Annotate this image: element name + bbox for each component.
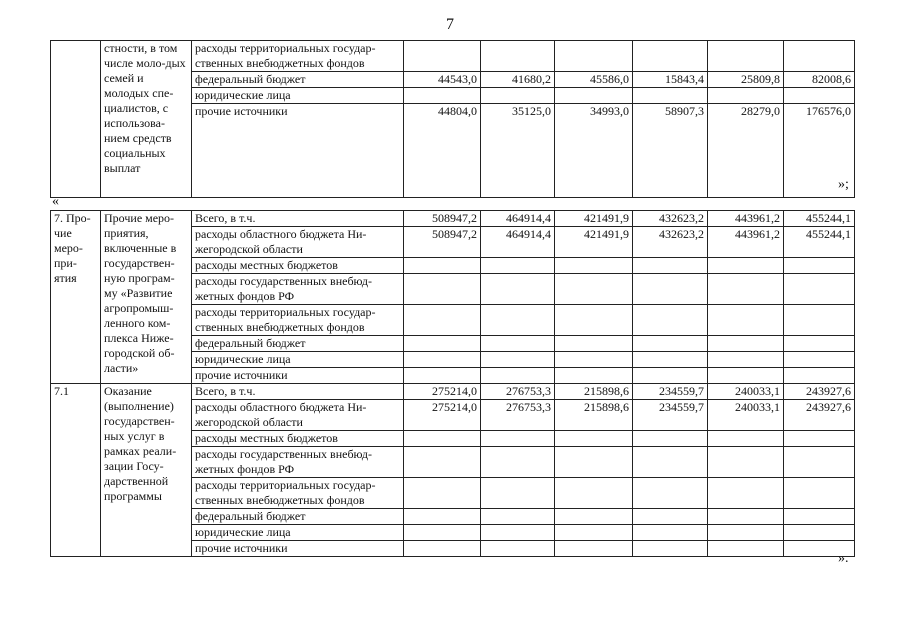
source-label-cell: расходы местных бюджетов (192, 258, 404, 274)
value-cell (481, 368, 555, 384)
source-label-cell: Всего, в т.ч. (192, 384, 404, 400)
value-cell: 421491,9 (555, 211, 633, 227)
value-cell (784, 305, 855, 336)
value-cell (555, 352, 633, 368)
value-cell (555, 478, 633, 509)
value-cell (555, 447, 633, 478)
source-label-cell: расходы областного бюджета Ни-жегородской области (192, 400, 404, 431)
value-cell (404, 274, 481, 305)
value-cell (633, 258, 708, 274)
value-cell (481, 352, 555, 368)
source-label-cell: прочие источники (192, 541, 404, 557)
source-label-cell: расходы государственных внебюд-жетных фондов РФ (192, 447, 404, 478)
value-cell (555, 258, 633, 274)
value-cell (404, 352, 481, 368)
value-cell: 276753,3 (481, 384, 555, 400)
measure-code-cell: 7.1 (51, 384, 101, 557)
measure-name-cell: Прочие меро-приятия, включенные в государствен-ную програм-му «Развитие агропромыш-ленного ком-плекса Ниже-городской об-ласти» (101, 211, 192, 384)
value-cell (784, 478, 855, 509)
value-cell (555, 88, 633, 104)
value-cell: 234559,7 (633, 384, 708, 400)
value-cell (404, 447, 481, 478)
value-cell (481, 41, 555, 72)
value-cell: 443961,2 (708, 227, 784, 258)
value-cell (784, 368, 855, 384)
value-cell (708, 509, 784, 525)
value-cell: 35125,0 (481, 104, 555, 198)
value-cell (784, 88, 855, 104)
value-cell (708, 41, 784, 72)
value-cell (404, 509, 481, 525)
value-cell (481, 336, 555, 352)
value-cell: 455244,1 (784, 227, 855, 258)
value-cell (404, 541, 481, 557)
value-cell (784, 431, 855, 447)
source-label-cell: федеральный бюджет (192, 72, 404, 88)
value-cell: 464914,4 (481, 227, 555, 258)
value-cell: 455244,1 (784, 211, 855, 227)
value-cell (708, 336, 784, 352)
source-label-cell: расходы областного бюджета Ни-жегородской области (192, 227, 404, 258)
value-cell: 275214,0 (404, 384, 481, 400)
value-cell (481, 305, 555, 336)
value-cell: 58907,3 (633, 104, 708, 198)
value-cell (708, 525, 784, 541)
opening-quote: « (52, 194, 59, 209)
value-cell: 443961,2 (708, 211, 784, 227)
value-cell (481, 431, 555, 447)
value-cell (404, 525, 481, 541)
value-cell (555, 41, 633, 72)
closing-quote-final: ». (838, 551, 849, 566)
source-label-cell: расходы государственных внебюд-жетных фондов РФ (192, 274, 404, 305)
source-label-cell: расходы территориальных государ-ственных внебюджетных фондов (192, 478, 404, 509)
source-label-cell: юридические лица (192, 525, 404, 541)
funding-table-other-measures (50, 210, 855, 557)
source-label-cell: расходы территориальных государ-ственных внебюджетных фондов (192, 305, 404, 336)
value-cell (784, 336, 855, 352)
value-cell (633, 478, 708, 509)
code-cell (51, 41, 101, 198)
page-number: 7 (446, 16, 454, 33)
value-cell: 276753,3 (481, 400, 555, 431)
value-cell (633, 274, 708, 305)
value-cell (708, 274, 784, 305)
value-cell: 215898,6 (555, 400, 633, 431)
value-cell (784, 447, 855, 478)
value-cell: 15843,4 (633, 72, 708, 88)
value-cell (404, 88, 481, 104)
source-label-cell: федеральный бюджет (192, 509, 404, 525)
value-cell: 432623,2 (633, 211, 708, 227)
value-cell: 508947,2 (404, 211, 481, 227)
funding-table-continued (50, 40, 855, 198)
measure-name-cell: Оказание (выполнение) государствен-ных услуг в рамках реали-зации Госу-дарственной программы (101, 384, 192, 557)
value-cell (481, 541, 555, 557)
value-cell (633, 525, 708, 541)
value-cell (481, 88, 555, 104)
value-cell (633, 352, 708, 368)
value-cell (708, 478, 784, 509)
source-label-cell: расходы территориальных государ-ственных внебюджетных фондов (192, 41, 404, 72)
source-label-cell: Всего, в т.ч. (192, 211, 404, 227)
value-cell: 243927,6 (784, 384, 855, 400)
value-cell: 44543,0 (404, 72, 481, 88)
value-cell: 215898,6 (555, 384, 633, 400)
source-label-cell: федеральный бюджет (192, 336, 404, 352)
value-cell: 28279,0 (708, 104, 784, 198)
value-cell (555, 305, 633, 336)
value-cell: 421491,9 (555, 227, 633, 258)
value-cell (708, 447, 784, 478)
value-cell: 234559,7 (633, 400, 708, 431)
value-cell: 240033,1 (708, 400, 784, 431)
value-cell: 25809,8 (708, 72, 784, 88)
value-cell (404, 41, 481, 72)
value-cell (404, 258, 481, 274)
value-cell: 240033,1 (708, 384, 784, 400)
value-cell (481, 447, 555, 478)
value-cell (784, 274, 855, 305)
value-cell (404, 368, 481, 384)
value-cell: 432623,2 (633, 227, 708, 258)
value-cell: 176576,0 (784, 104, 855, 198)
source-label-cell: прочие источники (192, 104, 404, 198)
value-cell: 44804,0 (404, 104, 481, 198)
value-cell (708, 305, 784, 336)
value-cell (633, 541, 708, 557)
value-cell: 34993,0 (555, 104, 633, 198)
closing-quote: »; (838, 177, 849, 192)
value-cell (633, 431, 708, 447)
value-cell (633, 368, 708, 384)
measure-name-cell: стности, в том числе моло-дых семей и молодых спе-циалистов, с использова-нием средств социальных выплат (101, 41, 192, 198)
value-cell (555, 368, 633, 384)
table-row (51, 41, 855, 72)
value-cell (708, 258, 784, 274)
value-cell (404, 305, 481, 336)
value-cell (784, 525, 855, 541)
value-cell (633, 509, 708, 525)
source-label-cell: прочие источники (192, 368, 404, 384)
value-cell: 275214,0 (404, 400, 481, 431)
source-label-cell: расходы местных бюджетов (192, 431, 404, 447)
value-cell (633, 336, 708, 352)
table-row (51, 384, 855, 400)
value-cell (708, 352, 784, 368)
value-cell (555, 431, 633, 447)
value-cell: 41680,2 (481, 72, 555, 88)
measure-code-cell: 7. Про-чие меро-при-ятия (51, 211, 101, 384)
value-cell (481, 525, 555, 541)
table-row (51, 211, 855, 227)
value-cell (633, 41, 708, 72)
value-cell (481, 274, 555, 305)
source-label-cell: юридические лица (192, 352, 404, 368)
value-cell (633, 88, 708, 104)
value-cell (784, 509, 855, 525)
value-cell (708, 431, 784, 447)
value-cell (708, 541, 784, 557)
value-cell: 508947,2 (404, 227, 481, 258)
value-cell: 45586,0 (555, 72, 633, 88)
value-cell (555, 525, 633, 541)
value-cell (633, 447, 708, 478)
value-cell (481, 509, 555, 525)
value-cell (555, 541, 633, 557)
value-cell: 243927,6 (784, 400, 855, 431)
value-cell (555, 274, 633, 305)
value-cell (404, 478, 481, 509)
value-cell (481, 478, 555, 509)
value-cell (633, 305, 708, 336)
value-cell (481, 258, 555, 274)
value-cell (555, 509, 633, 525)
value-cell (404, 431, 481, 447)
value-cell (784, 352, 855, 368)
value-cell (708, 368, 784, 384)
value-cell: 464914,4 (481, 211, 555, 227)
value-cell (784, 258, 855, 274)
value-cell: 82008,6 (784, 72, 855, 88)
value-cell (404, 336, 481, 352)
value-cell (708, 88, 784, 104)
source-label-cell: юридические лица (192, 88, 404, 104)
value-cell (784, 41, 855, 72)
value-cell (555, 336, 633, 352)
